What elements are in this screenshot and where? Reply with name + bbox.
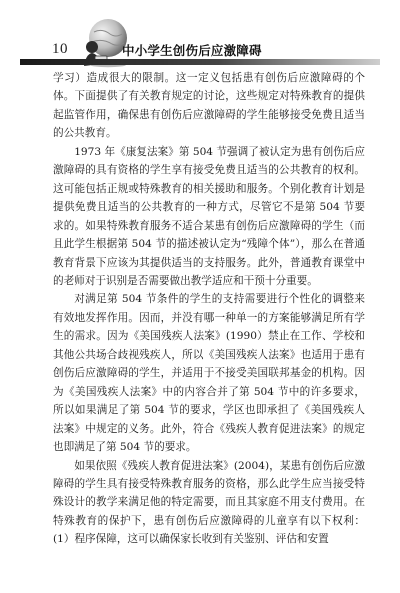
running-title: 中小学生创伤后应激障碍 [122, 43, 262, 58]
body-text [53, 69, 365, 549]
page-header [0, 0, 400, 78]
paragraph-continuation: 学习）造成很大的限制。这一定义包括患有创伤后应激障碍的个体。下面提供了有关教育规定的讨论，这些规定对特殊教育的提供起监管作用，确保患有创伤后应激障碍的学生能够接受免费且适当的公共教育。 [53, 72, 365, 140]
header-divider [20, 59, 380, 65]
paragraph: 1973 年《康复法案》第 504 节强调了被认定为患有创伤后应激障碍的具有资格的学生享有接受免费且适当的公共教育的权利。这可能包括正规或特殊教育的相关援助和服务。个别化教育计划是提供免费且适当的公共教育的一种方式，尽管它不是第 504 节要求的。如果特殊教育服务不适合某患有创伤后应激障碍的学生（而且此学生根据第 504 节的描述被认定为“残障个体”），那么在普通教育背景下应该为其提供适当的支持服务。此外，普通教育课堂中的老师对于识别是否需要做出教学适应和干预十分重要。 [53, 145, 365, 287]
paragraph: 如果依照《残疾人教育促进法案》(2004)，某患有创伤后应激障碍的学生具有接受特殊教育服务的资格，那么此学生应当接受特殊设计的教学来满足他的特定需要，而且其家庭不用支付费用。在特殊教育的保护下，患有创伤后应激障碍的儿童享有以下权利：(1）程序保障，这可以确保家长收到有关鉴别、评估和安置 [53, 459, 365, 546]
paragraph: 对满足第 504 节条件的学生的支持需要进行个性化的调整来有效地发挥作用。因而，并没有哪一种单一的方案能够满足所有学生的需求。因为《美国残疾人法案》(1990）禁止在工作、学校和其他公共场合歧视残疾人，所以《美国残疾人法案》也适用于患有创伤后应激障碍的学生，并适用于不接受美国联邦基金的机构。因为《美国残疾人法案》中的内容合并了第 504 节中的许多要求，所以如果满足了第 504 节的要求，学区也即承担了《美国残疾人法案》中规定的义务。此外，符合《残疾人教育促进法案》的规定也即满足了第 504 节的要求。 [53, 293, 365, 454]
page-number: 10 [52, 41, 68, 57]
